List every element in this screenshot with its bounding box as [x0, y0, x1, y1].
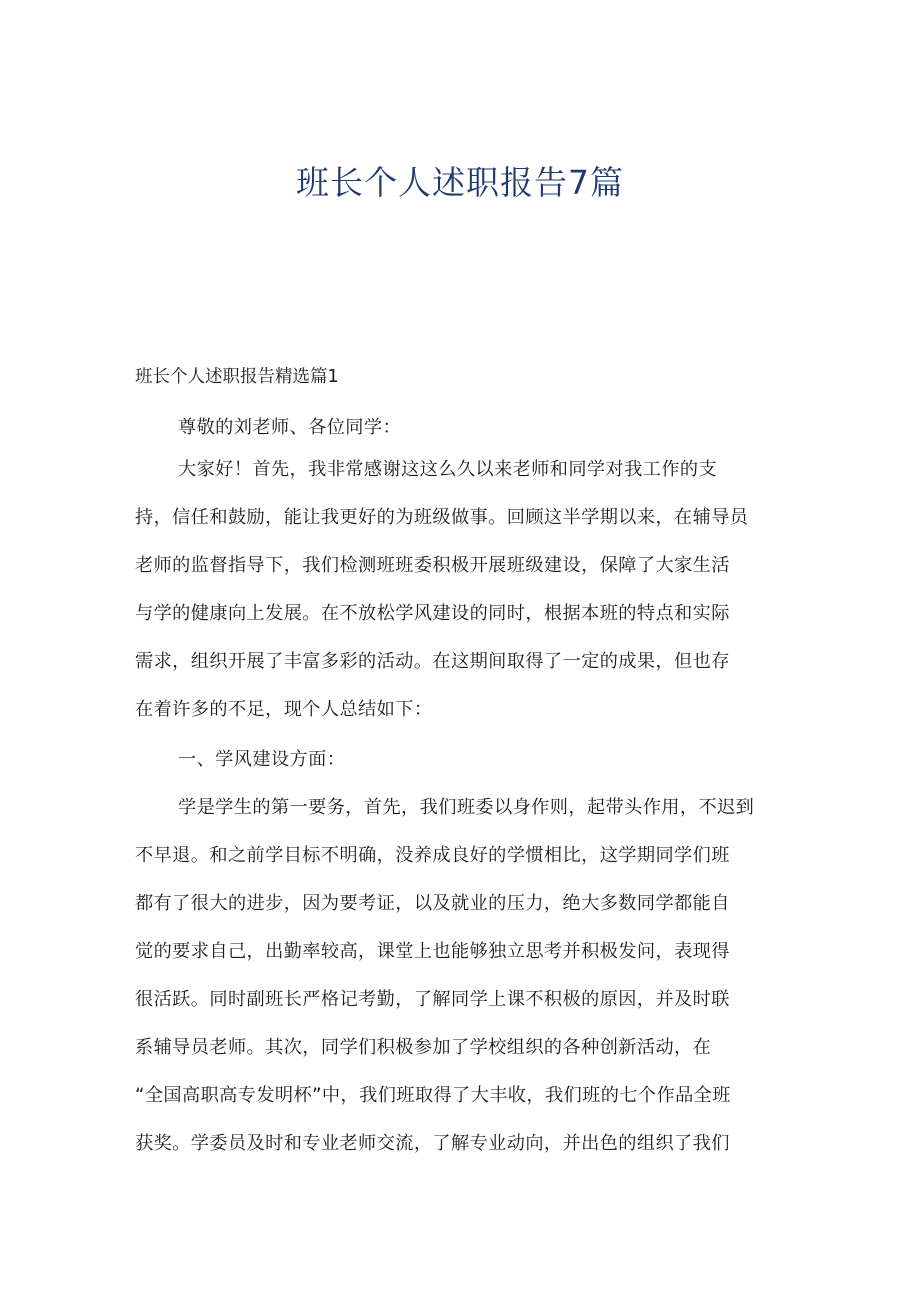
salutation: 尊敬的刘老师、各位同学：: [178, 417, 402, 438]
subheading: 一、学风建设方面：: [178, 749, 346, 770]
paragraph-line: 不早退。和之前学目标不明确，没养成良好的学惯相比，这学期同学们班: [135, 845, 730, 866]
paragraph-line: 需求，组织开展了丰富多彩的活动。在这期间取得了一定的成果，但也存: [135, 651, 730, 672]
paragraph-line: 老师的监督指导下，我们检测班班委积极开展班级建设，保障了大家生活: [135, 555, 730, 576]
paragraph-line: 在着许多的不足，现个人总结如下：: [135, 699, 433, 720]
paragraph-line: 持，信任和鼓励，能让我更好的为班级做事。回顾这半学期以来，在辅导员: [135, 507, 749, 528]
paragraph-2: [135, 784, 795, 1168]
subheading-paragraph: [135, 736, 795, 784]
paragraph-line: 觉的要求自己，出勤率较高，课堂上也能够独立思考并积极发问，表现得: [135, 941, 730, 962]
paragraph-line: 都有了很大的进步，因为要考证，以及就业的压力，绝大多数同学都能自: [135, 893, 730, 914]
paragraph-line: 学是学生的第一要务，首先，我们班委以身作则，起带头作用，不迟到: [178, 797, 755, 818]
paragraph-line: 很活跃。同时副班长严格记考勤，了解同学上课不积极的原因，并及时联: [135, 989, 730, 1010]
paragraph-line: 获奖。学委员及时和专业老师交流，了解专业动向，并出色的组织了我们: [135, 1133, 730, 1154]
paragraph-line: 与学的健康向上发展。在不放松学风建设的同时，根据本班的特点和实际: [135, 603, 730, 624]
paragraph-line: 大家好！首先，我非常感谢这这么久以来老师和同学对我工作的支: [178, 459, 718, 480]
paragraph-line: 系辅导员老师。其次，同学们积极参加了学校组织的各种创新活动，在: [135, 1037, 712, 1058]
salutation-paragraph: [135, 404, 795, 452]
paragraph-line: “全国高职高专发明杯”中，我们班取得了大丰收，我们班的七个作品全班: [135, 1085, 731, 1106]
section-heading: 班长个人述职报告精选篇1: [135, 367, 339, 387]
document-title: 班长个人述职报告7篇: [296, 163, 624, 202]
paragraph-1: [135, 446, 795, 734]
